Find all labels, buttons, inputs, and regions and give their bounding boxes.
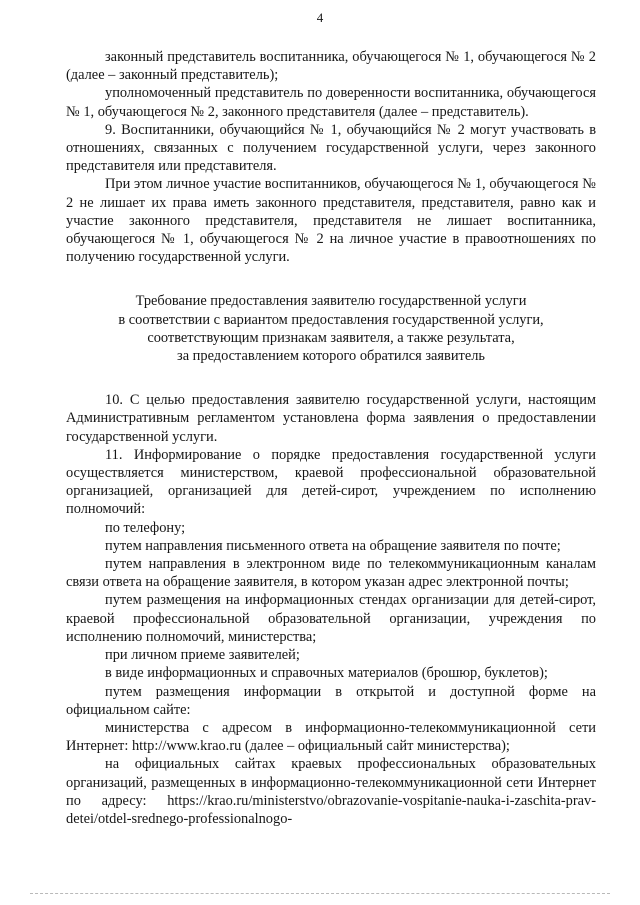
list-item: путем размещения на информационных стендах организации для детей-сирот, краевой профессиональной образовательной организации, учреждения по исполнению полномочий, министерства; [66,592,596,645]
list-item: при личном приеме заявителей; [105,647,300,664]
paragraph: уполномоченный представитель по доверенности воспитанника, обучающегося № 1, обучающегося № 2, законного представителя (далее – представитель). [66,85,596,120]
section-heading [66,292,596,365]
list-item: по телефону; [105,519,186,536]
list-item: путем направления в электронном виде по телекоммуникационным каналам связи ответа на обращение заявителя, в котором указан адрес электронной почты; [66,556,596,591]
heading-line: за предоставлением которого обратился заявитель [177,348,485,365]
list-item: путем размещения информации в открытой и доступной форме на официальном сайте: [66,683,596,718]
scan-edge-line [30,893,610,894]
list-item: на официальных сайтах краевых профессиональных образовательных организаций, размещенных в информационно-телекоммуникационной сети Интернет по адресу: https://krao.ru/ministerstvo/obrazovanie-vospitanie-nauka-i-zaschita-prav-detei/otdel-srednego-professionalnogo- [66,756,596,827]
paragraph: 10. С целью предоставления заявителю государственной услуги, настоящим Административным регламентом установлена форма заявления о предоставлении государственной услуги. [66,392,596,445]
page-number: 4 [316,10,324,25]
list-item: министерства с адресом в информационно-телекоммуникационной сети Интернет: http://www.krao.ru (далее – официальный сайт министерства); [66,719,596,755]
list-item: в виде информационных и справочных материалов (брошюр, буклетов); [105,665,548,682]
heading-line: в соответствии с вариантом предоставления государственной услуги, [118,311,544,328]
paragraph: 9. Воспитанники, обучающийся № 1, обучающийся № 2 могут участвовать в отношениях, связанных с получением государственной услуги, через законного представителя или представителя. [66,121,596,175]
document-body [66,48,596,828]
paragraph: 11. Информирование о порядке предоставления государственной услуги осуществляется министерством, краевой профессиональной образовательной организацией, организацией для детей-сирот, учреждением по исполнению полномочий: [66,446,596,518]
heading-line: соответствующим признакам заявителя, а также результата, [147,329,515,346]
paragraph: законный представитель воспитанника, обучающегося № 1, обучающегося № 2 (далее – законный представитель); [66,49,596,84]
list-item: путем направления письменного ответа на обращение заявителя по почте; [105,537,561,554]
heading-line: Требование предоставления заявителю государственной услуги [135,293,527,310]
paragraph: При этом личное участие воспитанников, обучающегося № 1, обучающегося № 2 не лишает их права иметь законного представителя, представителя, равно как и участие законного представителя, представителя не лишает воспитанника, обучающегося № 1, обучающегося № 2 на личное участие в правоотношениях по получению государственной услуги. [66,176,596,266]
